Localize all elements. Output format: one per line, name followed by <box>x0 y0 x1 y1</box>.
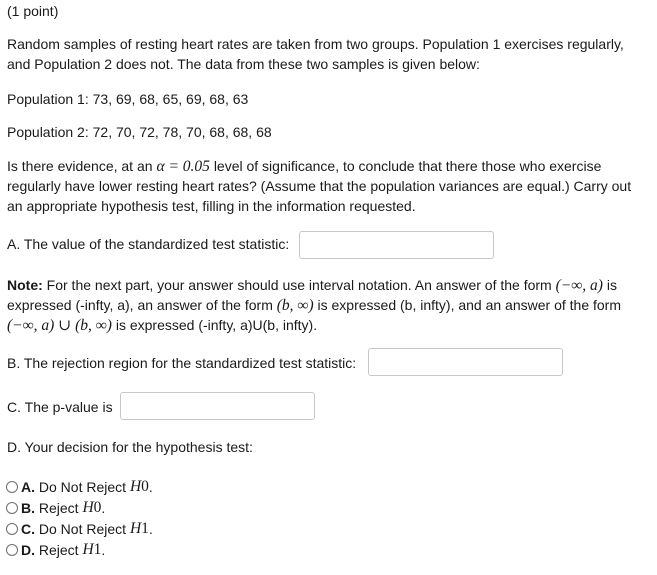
option-text: Do Not Reject <box>38 479 127 495</box>
option-letter: D. <box>21 542 35 558</box>
intro-text-line-2: and Population 2 does not. The data from these two samples is given below: <box>7 56 480 72</box>
decision-option-c[interactable]: C. Do Not Reject H 1 . <box>6 519 153 539</box>
option-text: Do Not Reject <box>38 521 127 537</box>
part-b-answer-input[interactable] <box>368 348 563 376</box>
part-b-label: B. The rejection region for the standardized test statistic: <box>7 355 357 371</box>
population-1-data: Population 1: 73, 69, 68, 65, 69, 68, 63 <box>7 91 249 107</box>
question-line-1 <box>7 156 601 177</box>
note-text-2a: expressed (-infty, a), an answer of the form <box>7 297 273 313</box>
radio-button[interactable] <box>6 544 18 556</box>
alpha-expression: α = 0.05 <box>156 158 210 175</box>
option-text: Reject <box>38 500 79 516</box>
radio-button[interactable] <box>6 481 18 493</box>
question-text-a: Is there evidence, at an <box>7 158 153 174</box>
note-line-1 <box>7 275 617 296</box>
part-d-label: D. Your decision for the hypothesis test: <box>7 439 253 455</box>
radio-button[interactable] <box>6 502 18 514</box>
note-line-3 <box>7 315 317 336</box>
part-a-answer-input[interactable] <box>299 231 494 259</box>
note-text-3b: is expressed (-infty, a)U(b, infty). <box>115 317 318 333</box>
part-c-answer-input[interactable] <box>120 392 315 420</box>
note-text-1a: For the next part, your answer should use interval notation. An answer of the form <box>46 277 552 293</box>
radio-button[interactable] <box>6 523 18 535</box>
points-label: (1 point) <box>7 3 59 19</box>
question-text-b: level of significance, to conclude that there those who exercise <box>213 158 602 174</box>
option-letter: B. <box>21 500 35 516</box>
option-text: Reject <box>38 542 79 558</box>
option-symbol: H <box>82 499 94 516</box>
option-letter: A. <box>21 479 35 495</box>
option-symbol: H <box>129 520 142 537</box>
note-math-3: (−∞, a) ∪ (b, ∞) <box>7 317 112 334</box>
question-line-3: an appropriate hypothesis test, filling in the information requested. <box>7 198 416 214</box>
decision-option-d[interactable]: D. Reject H 1 . <box>6 540 105 560</box>
option-subscript: 1 <box>141 520 149 537</box>
note-text-2b: is expressed (b, infty), and an answer of the form <box>317 297 621 313</box>
option-subscript: 1 <box>93 541 102 558</box>
decision-option-b[interactable]: B. Reject H 0 . <box>6 498 105 518</box>
population-2-data: Population 2: 72, 70, 72, 78, 70, 68, 68, 68 <box>7 124 272 140</box>
decision-option-a[interactable]: A. Do Not Reject H 0 . <box>6 477 153 497</box>
question-line-2: regularly have lower resting heart rates? (Assume that the population variances are equal.) Carry out <box>7 178 632 194</box>
note-line-2 <box>7 295 621 316</box>
note-text-1b: is <box>606 277 617 293</box>
part-c-label: C. The p-value is <box>7 399 113 415</box>
option-symbol: H <box>82 541 94 558</box>
option-letter: C. <box>21 521 35 537</box>
intro-text-line-1: Random samples of resting heart rates are taken from two groups. Population 1 exercises regularly, <box>7 36 624 52</box>
part-a-label: A. The value of the standardized test statistic: <box>7 236 290 252</box>
note-math-2: (b, ∞) <box>276 297 314 314</box>
option-subscript: 0 <box>141 478 149 495</box>
note-bold-label: Note: <box>7 277 43 293</box>
option-symbol: H <box>129 478 142 495</box>
option-subscript: 0 <box>93 499 102 516</box>
note-math-1: (−∞, a) <box>555 277 603 294</box>
